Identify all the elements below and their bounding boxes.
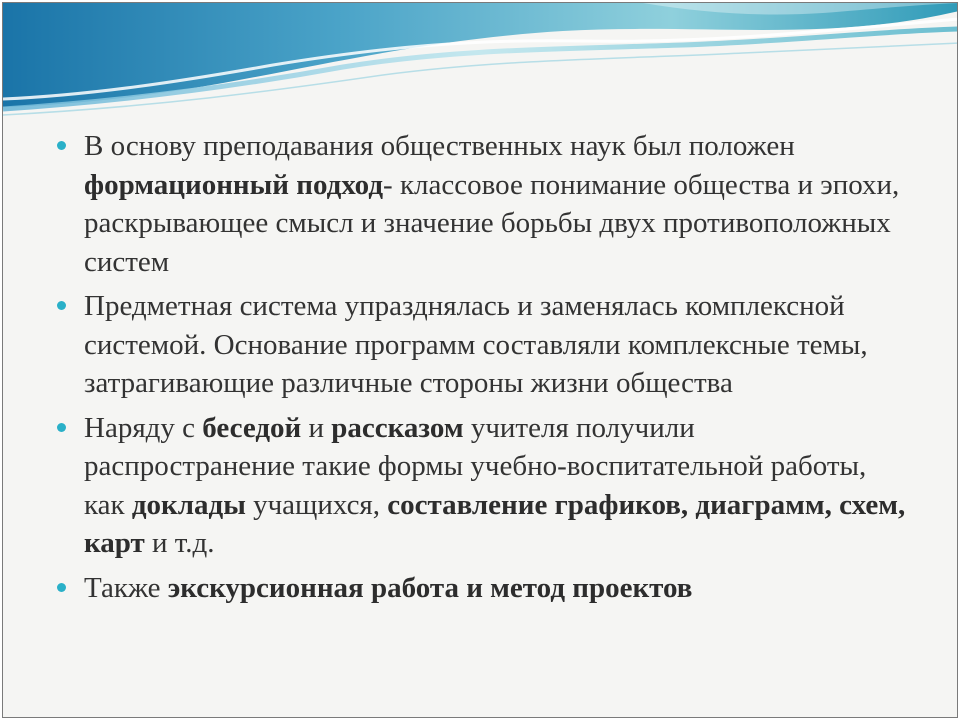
- bullet-item: [57, 127, 907, 281]
- slide: [2, 2, 958, 718]
- text-segment: Предметная система упразднялась и заменялась комплексной системой. Основание программ составляли комплексные темы, затрагивающие различные стороны жизни общества: [84, 290, 868, 399]
- bullet-text: [84, 290, 868, 399]
- text-segment: - классовое понимание общества и эпохи, раскрывающее смысл и значение борьбы двух противоположных систем: [84, 168, 900, 278]
- bold-phrase: доклады: [131, 488, 246, 521]
- bullet-text: [84, 130, 899, 278]
- bullet-item: [57, 409, 907, 563]
- text-segment: учителя получили распространение такие формы учебно-воспитательной работы, как: [84, 411, 867, 521]
- bold-phrase: беседой: [202, 411, 302, 444]
- bullet-dot-icon: [57, 583, 66, 592]
- bullet-text: [84, 412, 905, 560]
- text-segment: учащихся,: [245, 488, 388, 521]
- slide-content: [57, 127, 907, 613]
- text-segment: и т.д.: [144, 527, 215, 559]
- bold-phrase: экскурсионная работа и метод проектов: [167, 571, 693, 604]
- bold-phrase: формационный подход: [84, 168, 384, 201]
- text-segment: В основу преподавания общественных наук был положен: [84, 130, 795, 162]
- bullet-dot-icon: [57, 423, 66, 432]
- bullet-list: [57, 127, 907, 607]
- text-segment: Также: [84, 571, 168, 604]
- bullet-item: [57, 287, 907, 403]
- text-segment: и: [301, 411, 332, 444]
- bullet-dot-icon: [57, 301, 66, 310]
- text-segment: Наряду с: [84, 411, 203, 444]
- bold-phrase: рассказом: [331, 411, 464, 444]
- header-wave-decoration: [3, 3, 958, 123]
- bullet-text: [84, 572, 692, 604]
- bullet-dot-icon: [57, 141, 66, 150]
- bold-phrase: составление графиков, диаграмм, схем, карт: [84, 488, 906, 559]
- bullet-item: [57, 569, 907, 608]
